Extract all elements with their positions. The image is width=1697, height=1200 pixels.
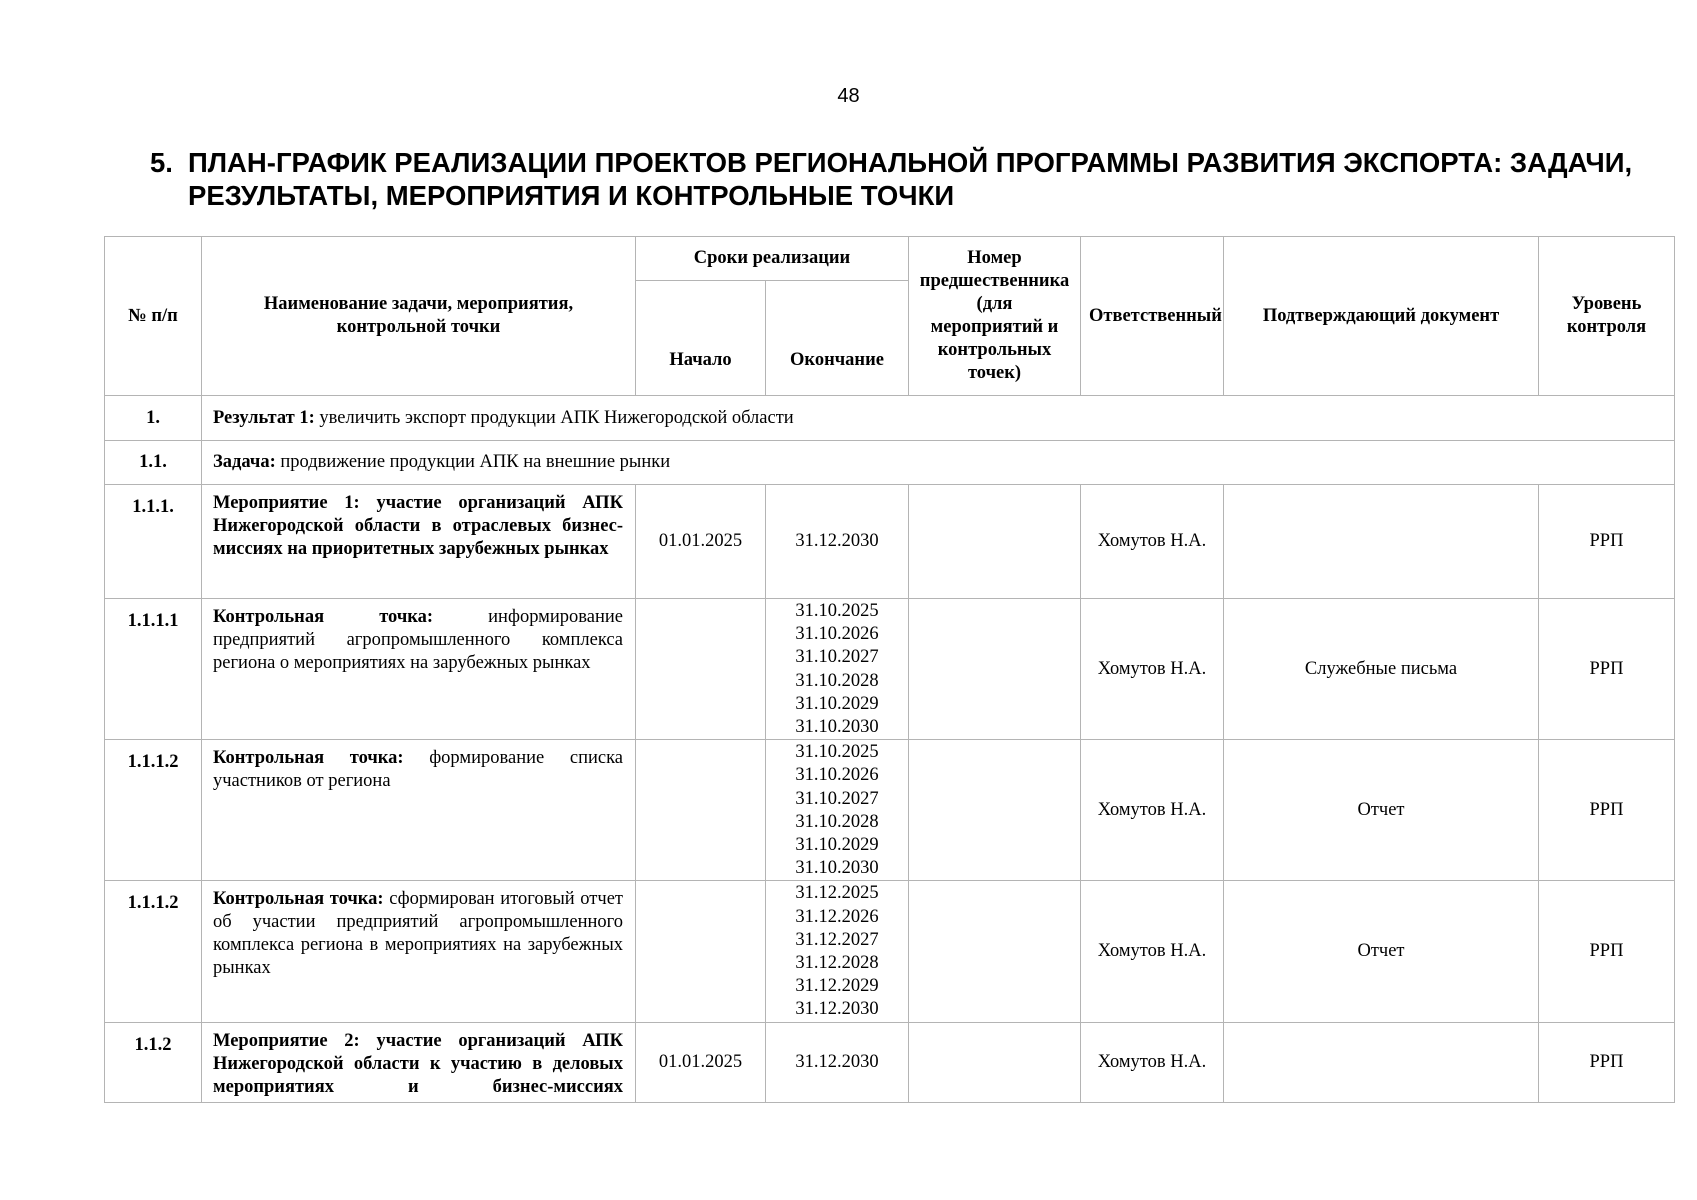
header-document: Подтверждающий документ xyxy=(1224,237,1539,396)
row-label: Мероприятие 2: участие организаций АПК Нижегородской области к участию в деловых мероприятиях и бизнес-миссиях xyxy=(213,1030,623,1097)
row-document xyxy=(1224,1022,1539,1102)
end-date: 31.10.2029 xyxy=(795,835,879,856)
row-control: РРП xyxy=(1539,485,1675,599)
row-control: РРП xyxy=(1539,1022,1675,1102)
end-date: 31.10.2026 xyxy=(795,765,879,786)
result-label: Результат 1: xyxy=(213,407,315,428)
row-document: Отчет xyxy=(1224,740,1539,881)
row-num: 1.1.1.1 xyxy=(105,599,202,740)
row-responsible: Хомутов Н.А. xyxy=(1081,599,1224,740)
end-date: 31.12.2027 xyxy=(795,929,879,950)
result-num: 1. xyxy=(105,396,202,441)
task-row xyxy=(105,441,1675,485)
task-cell xyxy=(202,441,1675,485)
section-heading xyxy=(150,146,1650,212)
end-date: 31.10.2028 xyxy=(795,811,879,832)
result-text: увеличить экспорт продукции АПК Нижегородской области xyxy=(314,407,794,428)
section-title: ПЛАН-ГРАФИК РЕАЛИЗАЦИИ ПРОЕКТОВ РЕГИОНАЛЬНОЙ ПРОГРАММЫ РАЗВИТИЯ ЭКСПОРТА: ЗАДАЧИ, РЕЗУЛЬТАТЫ, МЕРОПРИЯТИЯ И КОНТРОЛЬНЫЕ ТОЧКИ xyxy=(188,147,1633,211)
end-date: 31.12.2028 xyxy=(795,953,879,974)
row-text: информирование предприятий агропромышленного комплекса региона о мероприятиях на зарубежных рынках xyxy=(213,607,623,673)
row-label: Контрольная точка: xyxy=(213,889,384,910)
header-num: № п/п xyxy=(105,237,202,396)
row-start xyxy=(636,881,766,1022)
end-date: 31.10.2026 xyxy=(795,624,879,645)
row-responsible: Хомутов Н.А. xyxy=(1081,740,1224,881)
row-predecessor xyxy=(909,485,1081,599)
row-name xyxy=(202,740,636,881)
end-date: 31.10.2027 xyxy=(795,647,879,668)
row-end xyxy=(766,599,909,740)
row-document: Отчет xyxy=(1224,881,1539,1022)
row-name xyxy=(202,881,636,1022)
table-row xyxy=(105,485,1675,599)
row-name xyxy=(202,1022,636,1102)
row-end xyxy=(766,1022,909,1102)
row-start: 01.01.2025 xyxy=(636,1022,766,1102)
row-name xyxy=(202,485,636,599)
row-num: 1.1.2 xyxy=(105,1022,202,1102)
task-label: Задача: xyxy=(213,452,276,472)
row-end xyxy=(766,485,909,599)
row-document: Служебные письма xyxy=(1224,599,1539,740)
end-date: 31.12.2030 xyxy=(795,531,879,551)
header-name: Наименование задачи, мероприятия, контрольной точки xyxy=(202,237,636,396)
row-predecessor xyxy=(909,1022,1081,1102)
task-num: 1.1. xyxy=(105,441,202,485)
row-end xyxy=(766,881,909,1022)
task-text: продвижение продукции АПК на внешние рынки xyxy=(275,452,671,472)
row-control: РРП xyxy=(1539,599,1675,740)
end-date: 31.12.2025 xyxy=(795,883,879,904)
row-label: Контрольная точка: xyxy=(213,607,434,627)
end-date: 31.10.2028 xyxy=(795,670,879,691)
row-text: формирование списка участников от региона xyxy=(213,748,623,792)
result-row xyxy=(105,396,1675,441)
row-predecessor xyxy=(909,881,1081,1022)
plan-schedule-table xyxy=(104,236,1675,1103)
end-date: 31.10.2027 xyxy=(795,788,879,809)
row-label: Мероприятие 1: участие организаций АПК Нижегородской области в отраслевых бизнес-миссиях на приоритетных зарубежных рынках xyxy=(213,493,623,559)
row-responsible: Хомутов Н.А. xyxy=(1081,485,1224,599)
header-start: Начало xyxy=(636,281,766,396)
end-date: 31.10.2030 xyxy=(795,717,879,738)
end-date: 31.10.2025 xyxy=(795,601,879,621)
row-start xyxy=(636,599,766,740)
table-row xyxy=(105,740,1675,881)
row-responsible: Хомутов Н.А. xyxy=(1081,1022,1224,1102)
table-row xyxy=(105,881,1675,1022)
header-end: Окончание xyxy=(766,281,909,396)
row-predecessor xyxy=(909,599,1081,740)
end-date: 31.10.2029 xyxy=(795,693,879,714)
row-document xyxy=(1224,485,1539,599)
header-predecessor: Номер предшественника (для мероприятий и контрольных точек) xyxy=(909,237,1081,396)
row-responsible: Хомутов Н.А. xyxy=(1081,881,1224,1022)
end-date: 31.12.2030 xyxy=(795,1051,879,1072)
end-date: 31.12.2029 xyxy=(795,976,879,997)
end-date: 31.12.2026 xyxy=(795,906,879,927)
row-num: 1.1.1. xyxy=(105,485,202,599)
header-period: Сроки реализации xyxy=(636,237,909,281)
table-row xyxy=(105,1022,1675,1102)
row-predecessor xyxy=(909,740,1081,881)
result-cell xyxy=(202,396,1675,441)
end-date: 31.12.2030 xyxy=(795,999,879,1020)
row-num: 1.1.1.2 xyxy=(105,881,202,1022)
row-start xyxy=(636,740,766,881)
row-label: Контрольная точка: xyxy=(213,748,404,769)
row-end xyxy=(766,740,909,881)
row-num: 1.1.1.2 xyxy=(105,740,202,881)
section-number: 5. xyxy=(150,147,173,178)
row-start: 01.01.2025 xyxy=(636,485,766,599)
header-responsible: Ответственный xyxy=(1081,237,1224,396)
row-text: сформирован итоговый отчет об участии предприятий агропромышленного комплекса региона в мероприятиях на зарубежных рынках xyxy=(213,889,623,979)
row-name xyxy=(202,599,636,740)
row-control: РРП xyxy=(1539,881,1675,1022)
end-date: 31.10.2030 xyxy=(795,858,879,879)
header-control: Уровень контроля xyxy=(1539,237,1675,396)
row-control: РРП xyxy=(1539,740,1675,881)
table-row xyxy=(105,599,1675,740)
page-number: 48 xyxy=(837,85,860,107)
end-date: 31.10.2025 xyxy=(795,742,879,763)
